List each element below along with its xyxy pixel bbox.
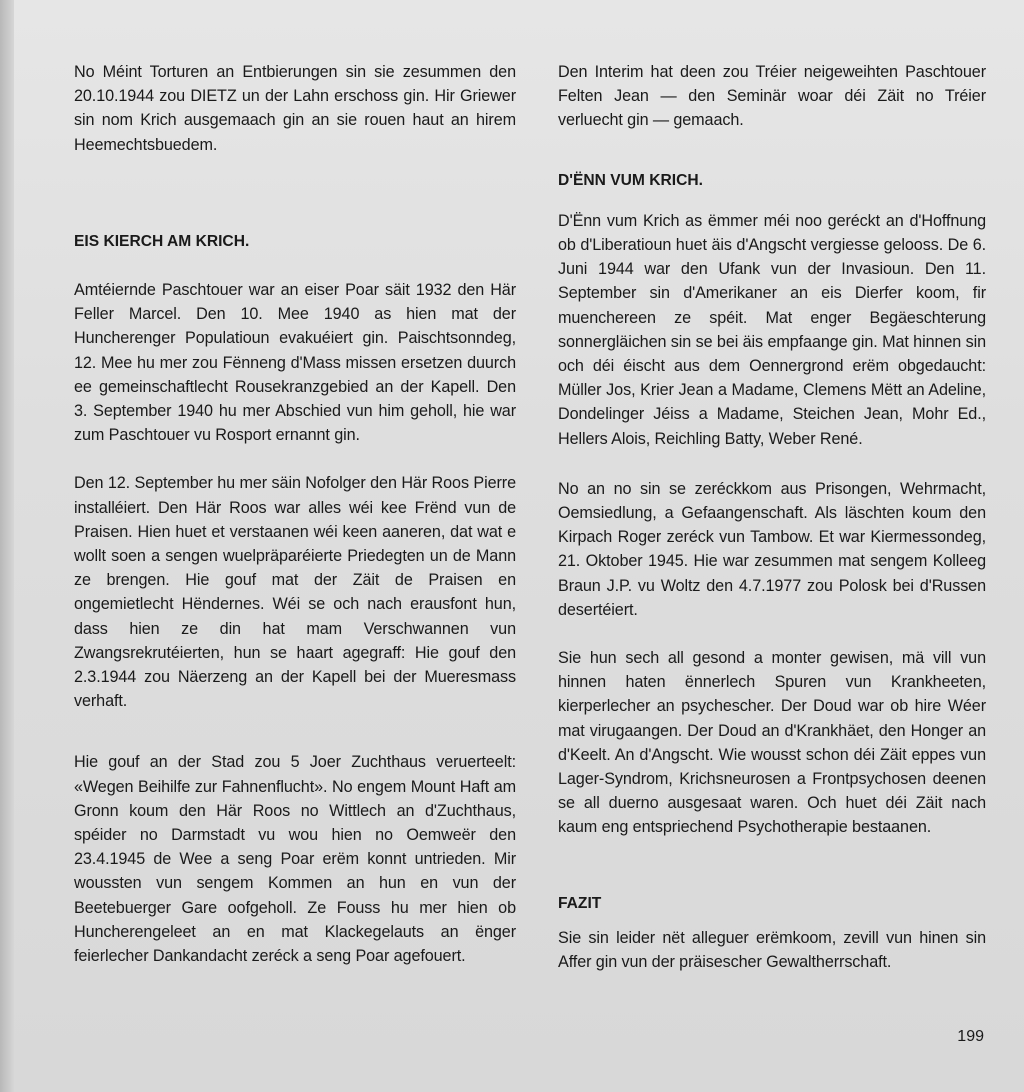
- right-column: [558, 60, 986, 998]
- heading-fazit: FAZIT: [558, 894, 602, 912]
- page-number: 199: [957, 1028, 984, 1045]
- paragraph-tortures: No Méint Torturen an Entbierungen sin sie zesummen den 20.10.1944 zou DIETZ un der Lahn erschoss gin. Hir Griewer sin nom Krich ausgemaach gin an sie rouen haut an hirem Heemechtsbuedem.: [74, 63, 516, 154]
- binding-gutter-shadow: [0, 0, 14, 1092]
- heading-eis-kierch: EIS KIERCH AM KRICH.: [74, 232, 250, 250]
- paragraph-conclusion: Sie sin leider nët alleguer erëmkoom, zevill vun hinen sin Affer gin vun der präisescher Gewaltherrschaft.: [558, 928, 986, 972]
- heading-enn-vum-krich: D'ËNN VUM KRICH.: [558, 171, 703, 189]
- paragraph-roos: Den 12. September hu mer säin Nofolger den Här Roos Pierre installéiert. Den Här Roos war alles wéi kee Frënd vun de Praisen. Hien huet et verstaanen wéi keen aaneren, dat wat e wollt soen a sengen wuelpräparéierte Priedegten un de Mann ze brengen. Hie gouf mat der Zäit de Praisen en ongemietlecht Hëndernes. Wéi se och nach erausfont hun, dass hien ze din hat mam Verschwannen vun Zwangsrekrutéierten, hun se haart agegraff: Hie gouf den 2.3.1944 zou Näerzeng an der Kapell bei der Mueresmass verhaft.: [74, 474, 516, 711]
- paragraph-trauma: Sie hun sech all gesond a monter gewisen, mä vill vun hinnen haten ënnerlech Spuren vun Krankheeten, kierperlecher an psychescher. Der Doud war ob hire Wéer mat virugaangen. Der Doud an d'Krankhäet, den Honger an d'Keelt. An d'Angscht. Wie wousst schon déi Zäit eppes vun Lager-Syndrom, Krichsneurosen a Frontpsychosen deenen se all duerno ausgesaat waren. Och huet déi Zäit nach kaum eng entspriechend Psychotherapie bestaanen.: [558, 649, 986, 837]
- left-column: [74, 60, 516, 992]
- paragraph-zuchthaus: Hie gouf an der Stad zou 5 Joer Zuchthaus veruerteelt: «Wegen Beihilfe zur Fahnenflucht». No engem Mount Haft am Gronn koum den Här Roos no Wittlech an d'Zuchthaus, spéider no Darmstadt vu wou hien no Oemweër den 23.4.1945 de Wee a seng Poar erëm konnt untrieden. Mir woussten vun sengem Kommen an hun en vun der Beetebuerger Gare oofgeholl. Ze Fouss hu mer hien ob Huncherengeleet an en mat Klackegelauts an ënger feierlecher Dankandacht zeréck a seng Poar agefouert.: [74, 753, 516, 966]
- paragraph-liberation: D'Ënn vum Krich as ëmmer méi noo geréckt an d'Hoffnung ob d'Liberatioun huet äis d'Angscht vergiesse gelooss. De 6. Juni 1944 war den Ufank vun der Invasioun. Den 11. September sin d'Amerikaner an eis Dierfer koom, fir muenchereen ze spéit. Mat enger Begäeschterung sonnergläichen sin se bei äis empfaange gin. Mat hinnen sin och déi éischt aus dem Oennergrond erëm obgedaucht: Müller Jos, Krier Jean a Madame, Clemens Mëtt an Adeline, Dondelinger Jéiss a Madame, Steichen Jean, Mohr Ed., Hellers Alois, Reichling Batty, Weber René.: [558, 211, 986, 448]
- paragraph-return: No an no sin se zeréckkom aus Prisongen, Wehrmacht, Oemsiedlung, a Gefaangenschaft. Als läschten koum den Kirpach Roger zeréck vun Tambow. Et war Kiermessondeg, 21. Oktober 1945. Hie war zesummen mat sengem Kolleeg Braun J.P. vu Woltz den 4.7.1977 zou Polosk bei d'Russen desertéiert.: [558, 479, 986, 619]
- paragraph-interim: Den Interim hat deen zou Tréier neigeweihten Paschtouer Felten Jean — den Seminär woar déi Zäit no Tréier verluecht gin — gemaach.: [558, 63, 986, 130]
- paragraph-feller: Amtéiernde Paschtouer war an eiser Poar säit 1932 den Här Feller Marcel. Den 10. Mee 1940 as hien mat der Huncherenger Populatioun evakuéiert gin. Paischtsonndeg, 12. Mee hu mer zou Fënneng d'Mass missen ersetzen duurch ee gemeinschaftlecht Rousekranzgebied an der Kapell. Den 3. September 1940 hu mer Abschied vun him geholl, hie war zum Paschtouer vu Rosport ernannt gin.: [74, 281, 516, 445]
